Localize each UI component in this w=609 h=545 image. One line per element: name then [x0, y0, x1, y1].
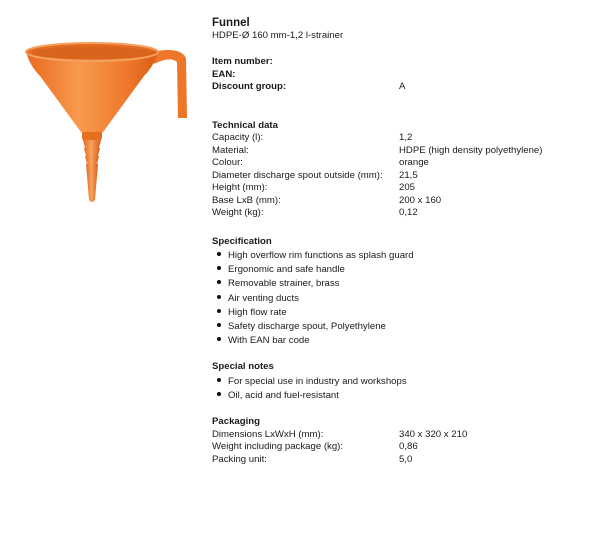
- table-row: [212, 157, 592, 170]
- table-row: [212, 207, 592, 220]
- list-item: With EAN bar code: [217, 334, 592, 348]
- row-label: Dimensions LxWxH (mm):: [212, 428, 324, 440]
- list-item: For special use in industry and workshops: [217, 375, 592, 389]
- item-number-value: [399, 56, 592, 69]
- row-label: Height (mm):: [212, 182, 268, 193]
- discount-group-row: [212, 81, 592, 94]
- ean-label: EAN:: [212, 68, 236, 80]
- product-title: Funnel: [212, 17, 250, 29]
- product-subtitle: HDPE-Ø 160 mm-1,2 l-strainer: [212, 30, 344, 41]
- row-value: 5,0: [399, 453, 413, 465]
- specification-list: [212, 249, 592, 348]
- table-row: [212, 132, 592, 145]
- row-label: Material:: [212, 144, 249, 156]
- row-value: 21,5: [399, 169, 418, 181]
- table-row: [212, 195, 592, 208]
- list-item: Safety discharge spout, Polyethylene: [217, 320, 592, 334]
- list-item: Ergonomic and safe handle: [217, 263, 592, 277]
- funnel-image: [20, 36, 195, 206]
- list-item: Air venting ducts: [217, 292, 592, 306]
- row-value: 340 x 320 x 210: [399, 428, 468, 440]
- discount-group-value: A: [399, 81, 406, 92]
- specification-heading: Specification: [212, 235, 272, 247]
- table-row: [212, 145, 592, 158]
- table-row: [212, 182, 592, 195]
- row-label: Capacity (l):: [212, 132, 264, 143]
- row-value: HDPE (high density polyethylene): [399, 144, 543, 156]
- list-item: High overflow rim functions as splash guard: [217, 249, 592, 263]
- discount-group-label: Discount group:: [212, 81, 287, 92]
- packaging-heading: Packaging: [212, 416, 260, 428]
- item-number-row: [212, 56, 592, 69]
- identification-block: [212, 56, 592, 94]
- row-value: 0,86: [399, 441, 418, 453]
- list-item: Removable strainer, brass: [217, 277, 592, 291]
- table-row: [212, 441, 592, 454]
- row-value: 200 x 160: [399, 194, 442, 206]
- row-label: Weight (kg):: [212, 207, 264, 218]
- ean-row: [212, 69, 592, 82]
- technical-data-table: [212, 132, 592, 220]
- table-row: [212, 170, 592, 183]
- ean-value: [399, 69, 592, 82]
- item-number-label: Item number:: [212, 56, 273, 67]
- table-row: [212, 429, 592, 442]
- row-value: 1,2: [399, 132, 413, 143]
- technical-data-heading: Technical data: [212, 119, 278, 131]
- table-row: [212, 454, 592, 467]
- row-value: 205: [399, 182, 416, 193]
- list-item: Oil, acid and fuel-resistant: [217, 389, 592, 403]
- special-notes-heading: Special notes: [212, 361, 274, 373]
- row-value: 0,12: [399, 207, 418, 218]
- packaging-table: [212, 429, 592, 467]
- product-details: [212, 17, 592, 466]
- row-label: Diameter discharge spout outside (mm):: [212, 169, 383, 181]
- list-item: High flow rate: [217, 306, 592, 320]
- row-value: orange: [399, 157, 429, 168]
- row-label: Weight including package (kg):: [212, 441, 344, 453]
- special-notes-list: [212, 375, 592, 403]
- row-label: Base LxB (mm):: [212, 194, 281, 206]
- row-label: Packing unit:: [212, 453, 267, 465]
- row-label: Colour:: [212, 157, 243, 168]
